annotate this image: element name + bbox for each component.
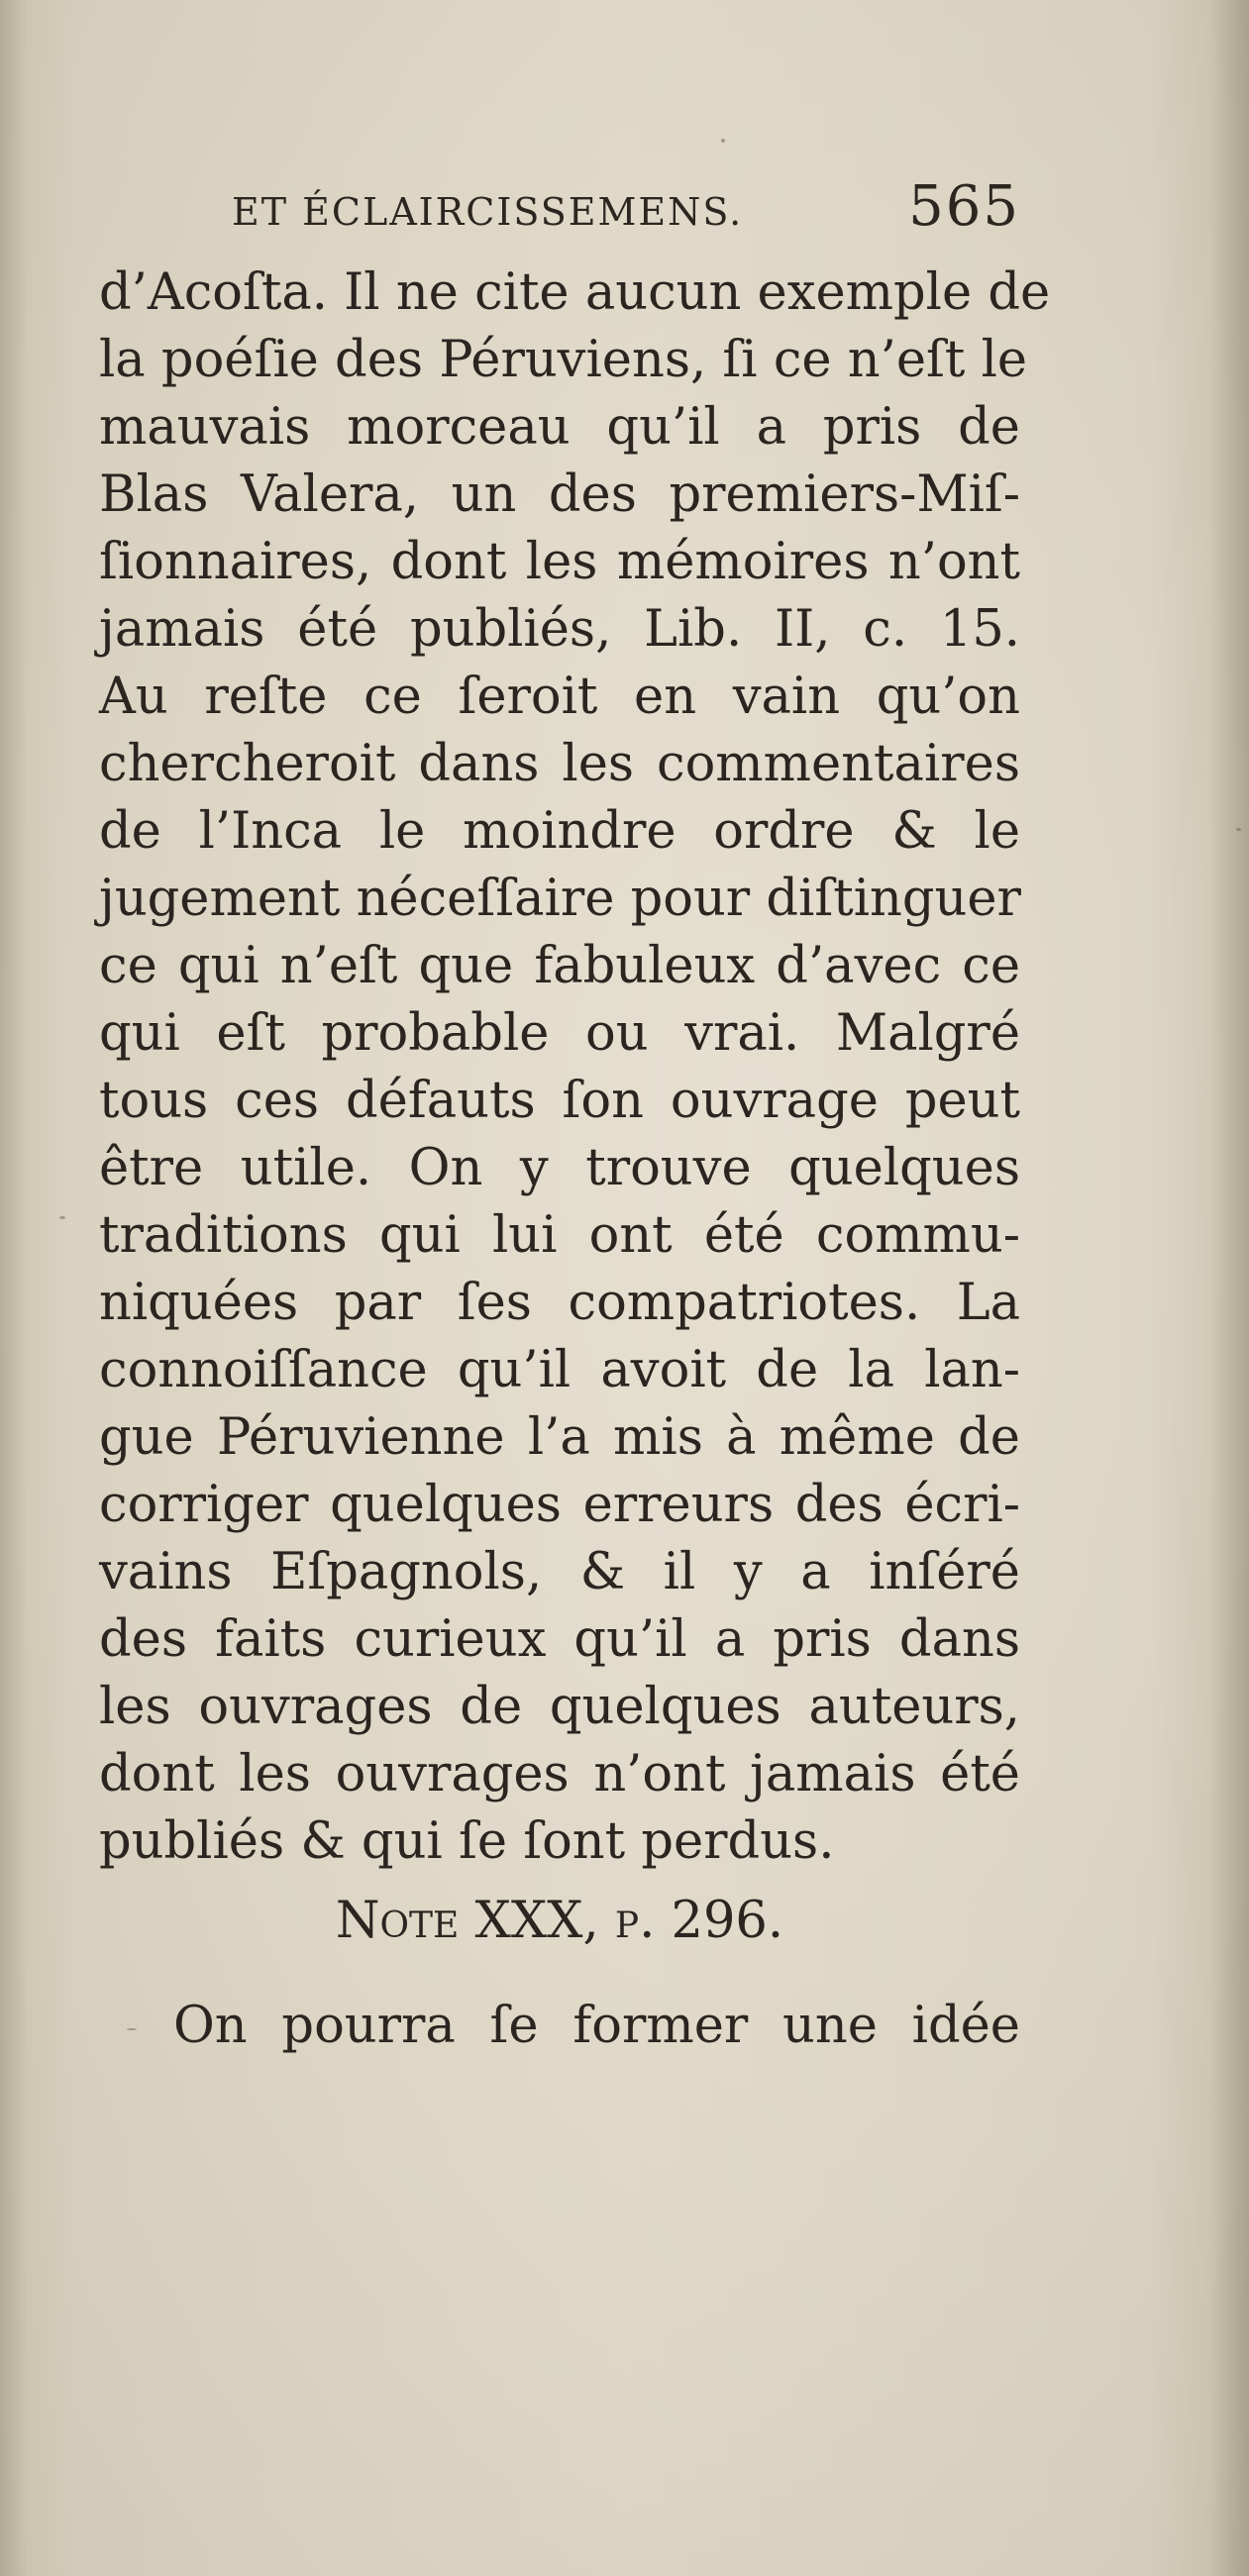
text-line: traditions qui lui ont été commu- bbox=[99, 1206, 1020, 1265]
text-line: gue Péruvienne l’a mis à même de bbox=[99, 1408, 1020, 1467]
page-header bbox=[232, 168, 1020, 258]
text-line: jamais été publiés, Lib. II, c. 15. bbox=[99, 600, 1020, 659]
running-head: ET ÉCLAIRCISSEMENS. bbox=[232, 190, 744, 234]
page-edge-shadow bbox=[1209, 0, 1249, 2576]
note-heading: Note XXX, p. 296. bbox=[335, 1892, 784, 1950]
text-line: qui eſt probable ou vrai. Malgré bbox=[99, 1004, 1020, 1063]
text-line: vains Eſpagnols, & il y a inſéré bbox=[99, 1543, 1020, 1601]
text-line: être utile. On y trouve quelques bbox=[99, 1139, 1020, 1197]
paper-speck bbox=[721, 139, 725, 143]
note-first-line: On pourra ſe former une idée bbox=[173, 1997, 1020, 2055]
text-line: d’Acoſta. Il ne cite aucun exemple de bbox=[99, 263, 1051, 322]
text-line: dont les ouvrages n’ont jamais été bbox=[99, 1745, 1020, 1803]
text-line: ſionnaires, dont les mémoires n’ont bbox=[99, 533, 1020, 591]
text-line: niquées par ſes compatriotes. La bbox=[99, 1274, 1020, 1332]
text-line: des faits curieux qu’il a pris dans bbox=[99, 1610, 1020, 1669]
gutter-shadow bbox=[0, 0, 28, 2576]
text-line: tous ces défauts ſon ouvrage peut bbox=[99, 1072, 1020, 1130]
page-number: 565 bbox=[908, 174, 1020, 239]
text-line: Blas Valera, un des premiers-Miſ- bbox=[99, 465, 1020, 524]
text-line: les ouvrages de quelques auteurs, bbox=[99, 1678, 1020, 1736]
text-line: chercheroit dans les commentaires bbox=[99, 735, 1020, 793]
text-line: Au reſte ce ſeroit en vain qu’on bbox=[99, 668, 1020, 726]
body-paragraph bbox=[99, 259, 1051, 1876]
paper-speck bbox=[1236, 828, 1241, 831]
text-line: connoiſſance qu’il avoit de la lan- bbox=[99, 1341, 1020, 1399]
text-line: ce qui n’eſt que fabuleux d’avec ce bbox=[99, 937, 1020, 995]
text-line: jugement néceſſaire pour diſtinguer bbox=[99, 870, 1021, 928]
text-line: de l’Inca le moindre ordre & le bbox=[99, 802, 1020, 861]
text-line: corriger quelques erreurs des écri- bbox=[99, 1476, 1020, 1534]
text-line: la poéſie des Péruviens, ſi ce n’eſt le bbox=[99, 331, 1028, 389]
text-line: publiés & qui ſe ſont perdus. bbox=[99, 1812, 835, 1871]
paper-speck bbox=[127, 2028, 137, 2030]
text-line: mauvais morceau qu’il a pris de bbox=[99, 398, 1020, 457]
paper-speck bbox=[59, 1216, 65, 1219]
